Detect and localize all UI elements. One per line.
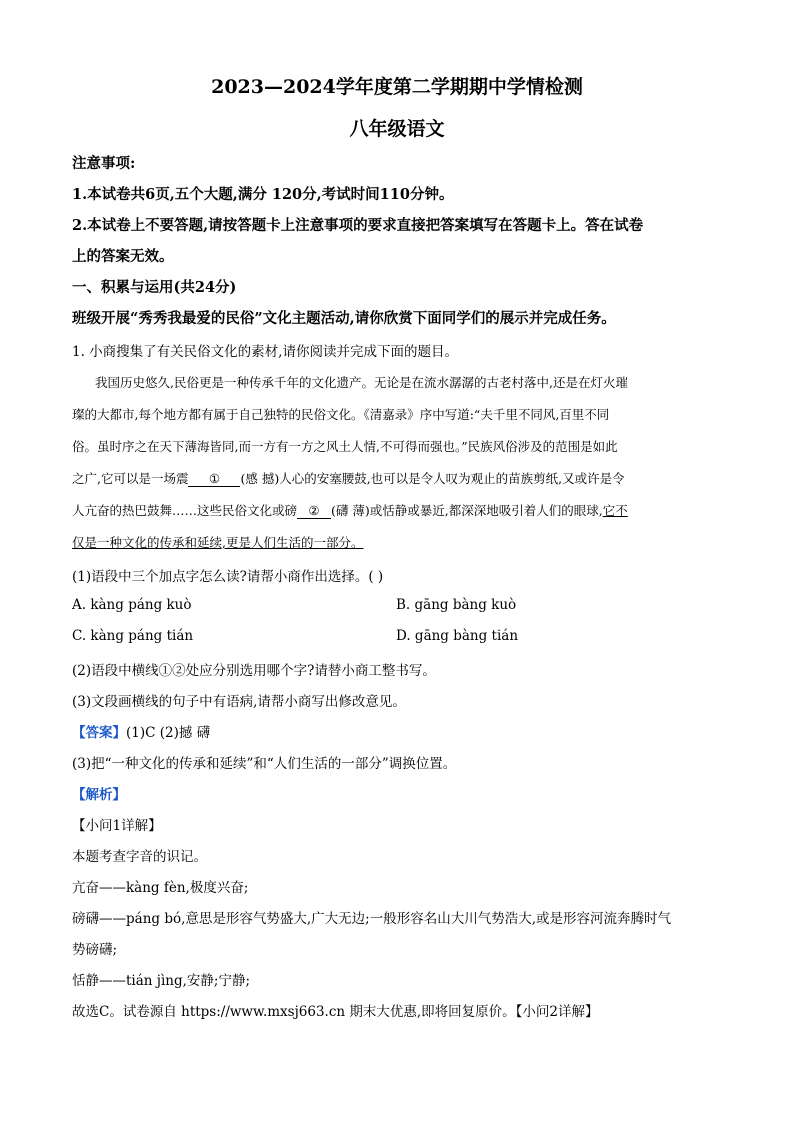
passage-line: 俗。虽时序之在天下薄海皆同,而一方有一方之风土人情,不可得而强也。”民族风俗涉及的范围是如此 [72, 439, 618, 454]
passage-line: 璨的大都市,每个地方都有属于自己独特的民俗文化。《清嘉录》序中写道:“夫千里不同风,百里不同 [72, 407, 610, 422]
notice-item-2: 2.本试卷上不要答题,请按答题卡上注意事项的要求直接把答案填写在答题卡上。答在试卷 [72, 217, 644, 234]
passage-text: 人亢奋的热巴鼓舞……这些民俗文化或磅 [72, 503, 298, 518]
underlined-sentence: 它不 [602, 503, 628, 518]
option-d: D. gāng bàng tián [396, 628, 519, 644]
analysis-line: 势磅礴; [72, 942, 118, 958]
blank-2: ② [297, 503, 331, 519]
answer-line [72, 721, 722, 741]
question-1-part-3: (3)文段画横线的句子中有语病,请帮小商写出修改意见。 [72, 694, 406, 710]
option-c: C. kàng páng tián [72, 628, 194, 644]
notice-label: 注意事项: [72, 155, 136, 172]
option-b: B. gāng bàng kuò [396, 597, 517, 613]
question-1-part-1: (1)语段中三个加点字怎么读?请帮小商作出选择。( ) [72, 569, 384, 585]
notice-item-2-cont: 上的答案无效。 [72, 248, 174, 265]
passage-line [72, 469, 625, 487]
answer-text: (1)C (2)撼 礴 [126, 725, 211, 741]
passage-line: 我国历史悠久,民俗更是一种传承千年的文化遗产。无论是在流水潺潺的古老村落中,还是在灯火璀 [95, 375, 628, 390]
question-1-part-2: (2)语段中横线①②处应分别选用哪个字?请替小商工整书写。 [72, 663, 436, 679]
option-a: A. kàng páng kuò [72, 597, 192, 613]
section-heading: 一、积累与运用(共24分) [72, 279, 237, 296]
passage-text: (感 撼)人心的安塞腰鼓,也可以是令人叹为观止的苗族剪纸,又或许是令 [240, 471, 625, 486]
analysis-label: 【解析】 [72, 787, 126, 803]
analysis-line: 故选C。试卷源自 https://www.mxsj663.cn 期末大优惠,即将回复原价。【小问2详解】 [72, 1004, 599, 1020]
analysis-line: 磅礴——páng bó,意思是形容气势盛大,广大无边;一般形容名山大川气势浩大,或是形容河流奔腾时气 [72, 911, 672, 927]
analysis-line: 亢奋——kàng fèn,极度兴奋; [72, 880, 249, 896]
passage-line [72, 501, 628, 519]
underlined-sentence: 仅是一种文化的传承和延续,更是人们生活的一部分。 [72, 535, 364, 550]
passage-text: (礴 薄)或恬静或暴近,都深深地吸引着人们的眼球, [331, 503, 603, 518]
section-intro: 班级开展“秀秀我最爱的民俗”文化主题活动,请你欣赏下面同学们的展示并完成任务。 [72, 310, 616, 327]
answer-text-2: (3)把“一种文化的传承和延续”和“人们生活的一部分”调换位置。 [72, 756, 457, 772]
blank-1: ① [188, 471, 240, 487]
answer-label: 【答案】 [72, 725, 126, 741]
notice-item-1: 1.本试卷共6页,五个大题,满分 120分,考试时间110分钟。 [72, 186, 454, 203]
question-1-stem: 1. 小商搜集了有关民俗文化的素材,请你阅读并完成下面的题目。 [72, 344, 458, 360]
analysis-line: 恬静——tián jìng,安静;宁静; [72, 973, 251, 989]
analysis-detail-heading: 【小问1详解】 [72, 818, 162, 834]
exam-title: 2023—2024学年度第二学期期中学情检测 [211, 76, 583, 98]
exam-subtitle: 八年级语文 [349, 118, 445, 140]
analysis-line: 本题考查字音的识记。 [72, 849, 207, 865]
passage-text: 之广,它可以是一场震 [72, 471, 189, 486]
